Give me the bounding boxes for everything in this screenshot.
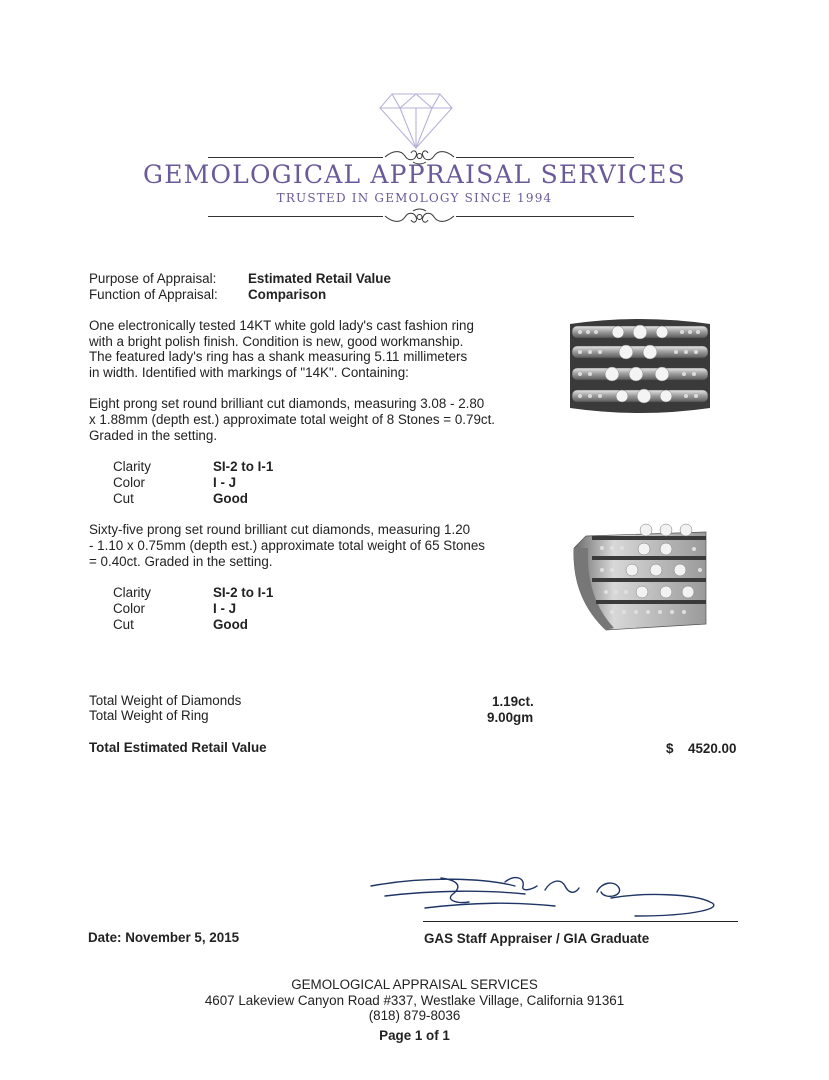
stones2-color-value: I - J — [213, 601, 237, 616]
description-line: The featured lady's ring has a shank measuring 5.11 millimeters — [89, 349, 468, 364]
description-line: in width. Identified with markings of "14K". Containing: — [89, 365, 409, 380]
stones2-clarity-label: Clarity — [113, 585, 151, 600]
stones1-color-value: I - J — [213, 475, 237, 490]
stones1-line: Eight prong set round brilliant cut diamonds, measuring 3.08 - 2.80 — [89, 396, 485, 411]
company-tagline: TRUSTED IN GEMOLOGY SINCE 1994 — [276, 191, 553, 205]
description-line: with a bright polish finish. Condition is new, good workmanship. — [89, 334, 464, 349]
stones1-clarity-label: Clarity — [113, 459, 151, 474]
page-number: Page 1 of 1 — [379, 1028, 450, 1043]
stones2-clarity-value: SI-2 to I-1 — [213, 585, 274, 600]
total-retail-label: Total Estimated Retail Value — [89, 740, 267, 755]
ring-angle-view-image — [566, 518, 716, 636]
ring-top-view-image — [566, 316, 714, 416]
footer-address: 4607 Lakeview Canyon Road #337, Westlake Village, California 91361 — [204, 993, 625, 1008]
stones1-line: x 1.88mm (depth est.) approximate total weight of 8 Stones = 0.79ct. — [89, 412, 496, 427]
currency-symbol: $ — [666, 741, 674, 756]
stones2-cut-value: Good — [213, 617, 248, 632]
header-rule-top-left — [208, 157, 383, 158]
header-rule-bottom-right — [456, 216, 634, 217]
signature-line — [423, 921, 738, 922]
function-label: Function of Appraisal: — [89, 287, 218, 302]
footer-company: GEMOLOGICAL APPRAISAL SERVICES — [291, 977, 538, 992]
company-name: GEMOLOGICAL APPRAISAL SERVICES — [143, 160, 686, 189]
header-rule-top-right — [456, 157, 634, 158]
purpose-label: Purpose of Appraisal: — [89, 271, 217, 286]
purpose-value: Estimated Retail Value — [248, 271, 391, 286]
stones2-color-label: Color — [113, 601, 145, 616]
stones2-line: = 0.40ct. Graded in the setting. — [89, 554, 273, 569]
total-diamonds-label: Total Weight of Diamonds — [89, 693, 242, 708]
stones1-line: Graded in the setting. — [89, 428, 218, 443]
appraiser-title: GAS Staff Appraiser / GIA Graduate — [424, 931, 650, 946]
appraisal-date: Date: November 5, 2015 — [88, 930, 240, 945]
flourish-bottom-icon — [383, 206, 456, 226]
appraiser-signature — [365, 872, 735, 922]
stones2-cut-label: Cut — [113, 617, 134, 632]
footer-phone: (818) 879-8036 — [368, 1008, 461, 1023]
stones2-line: Sixty-five prong set round brilliant cut diamonds, measuring 1.20 — [89, 522, 471, 537]
description-line: One electronically tested 14KT white gold lady's cast fashion ring — [89, 318, 474, 333]
stones1-color-label: Color — [113, 475, 145, 490]
total-diamonds-value: 1.19ct. — [492, 694, 534, 709]
stones2-line: - 1.10 x 0.75mm (depth est.) approximate total weight of 65 Stones — [89, 538, 485, 553]
stones1-cut-value: Good — [213, 491, 248, 506]
total-ring-label: Total Weight of Ring — [89, 708, 209, 723]
stones1-cut-label: Cut — [113, 491, 134, 506]
total-ring-value: 9.00gm — [487, 710, 534, 725]
function-value: Comparison — [248, 287, 327, 302]
diamond-logo-icon — [378, 92, 454, 150]
total-retail-value: 4520.00 — [688, 741, 737, 756]
header-rule-bottom-left — [208, 216, 383, 217]
stones1-clarity-value: SI-2 to I-1 — [213, 459, 274, 474]
